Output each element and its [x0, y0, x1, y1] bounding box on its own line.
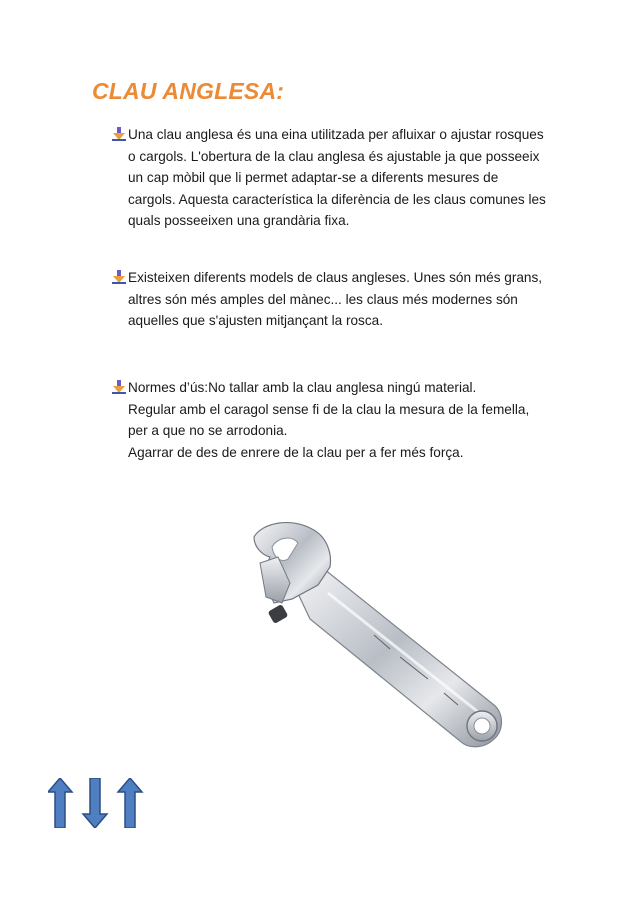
arrow-down-bullet-icon	[112, 270, 126, 284]
navigation-arrows	[48, 778, 148, 828]
paragraph-line: o cargols. L'obertura de la clau anglesa és ajustable ja que posseeix	[128, 148, 540, 164]
paragraph-line: Regular amb el caragol sense fi de la clau la mesura de la femella,	[128, 401, 530, 417]
paragraph-line: un cap mòbil que li permet adaptar-se a diferents mesures de	[128, 170, 499, 185]
arrow-down-bullet-icon	[112, 127, 126, 141]
paragraph-line: Normes d’ús:No tallar amb la clau anglesa ningú material.	[128, 380, 477, 395]
arrow-up-icon[interactable]	[48, 778, 72, 828]
paragraph-line: cargols. Aquesta característica la diferència de les claus comunes les	[128, 191, 546, 207]
paragraph-line: Agarrar de des de enrere de la clau per a fer més força.	[128, 444, 464, 460]
paragraph-line: quals posseeixen una grandària fixa.	[128, 213, 350, 228]
arrow-down-bullet-icon	[112, 380, 126, 394]
page-title: CLAU ANGLESA:	[92, 78, 285, 104]
paragraph-3	[112, 377, 562, 463]
arrow-down-icon[interactable]	[83, 778, 107, 828]
paragraph-line: Una clau anglesa és una eina utilitzada per afluixar o ajustar rosques	[128, 127, 544, 142]
paragraph-2	[112, 267, 562, 332]
paragraph-line: per a que no se arrodonia.	[128, 423, 288, 438]
arrow-up-icon[interactable]	[118, 778, 142, 828]
paragraph-line: Existeixen diferents models de claus angleses. Unes són més grans,	[128, 270, 543, 285]
paragraph-line: altres són més amples del mànec... les claus més modernes són	[128, 291, 518, 307]
wrench-image	[232, 507, 512, 773]
paragraph-line: aquelles que s'ajusten mitjançant la rosca.	[128, 313, 383, 328]
paragraph-1	[112, 124, 562, 232]
